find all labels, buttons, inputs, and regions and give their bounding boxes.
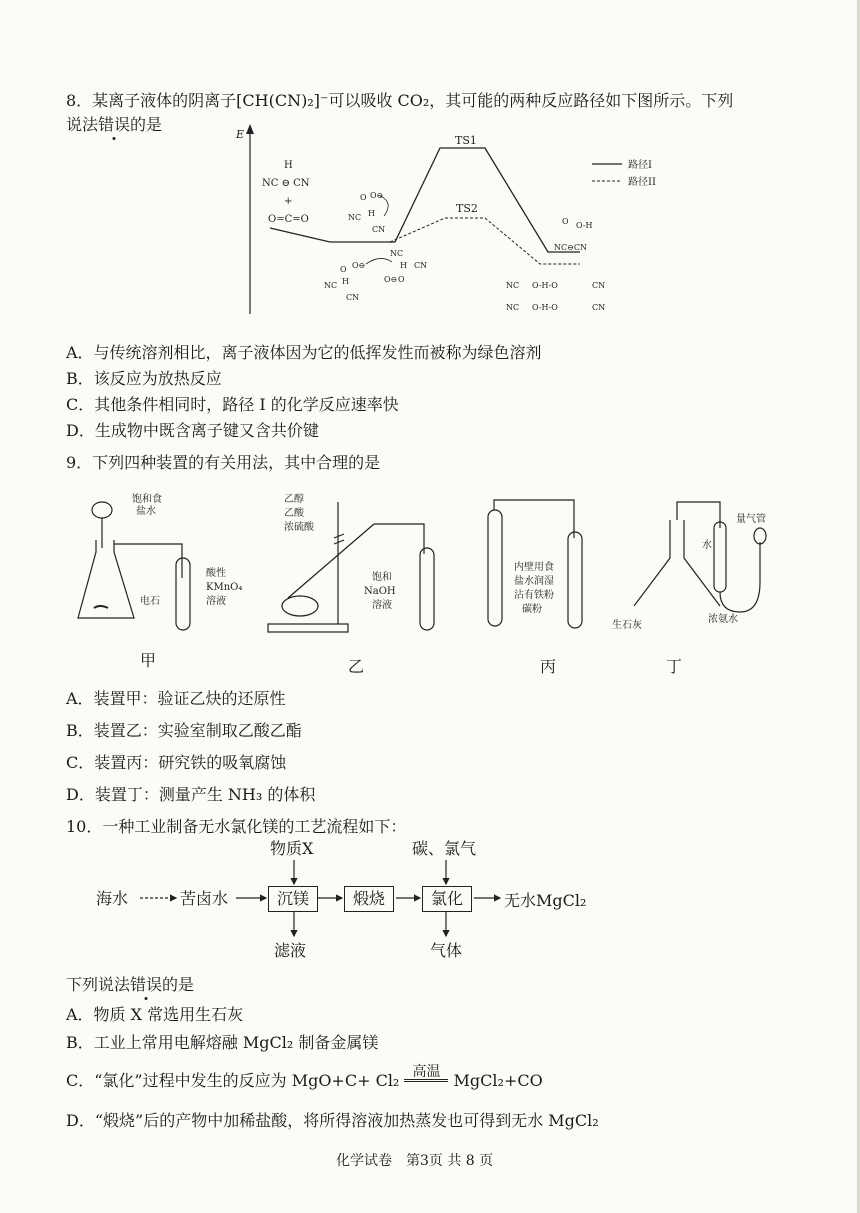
ts2-structure [324, 249, 427, 302]
q9-stem: 9．下列四种装置的有关用法，其中合理的是 [66, 453, 381, 472]
svg-text:O: O [398, 275, 405, 284]
svg-text:O: O [360, 193, 367, 202]
jia-solid: 电石 [140, 596, 160, 607]
svg-text:NC: NC [324, 281, 338, 290]
bing-label-4: 碳粉 [522, 604, 542, 615]
reactant-co2: O=C=O [268, 214, 309, 225]
yi-solution-1: 饱和 [372, 572, 392, 583]
svg-text:CN: CN [346, 293, 360, 302]
flow-input-x: 物质X [270, 839, 314, 858]
energy-axis-arrow [246, 124, 254, 134]
svg-text:CN: CN [414, 261, 428, 270]
legend-path1: 路径I [628, 160, 652, 171]
svg-text:O-H-O: O-H-O [532, 303, 558, 312]
q9-option-d: D．装置丁：测量产生 NH₃ 的体积 [66, 785, 316, 804]
svg-text:NC⊖CN: NC⊖CN [554, 243, 587, 252]
q10-stem: 10．一种工业制备无水氯化镁的工艺流程如下： [66, 817, 407, 836]
ding-tube: 量气管 [736, 514, 766, 525]
q10-option-d: D．“煅烧”后的产物中加稀盐酸，将所得溶液加热蒸发也可得到无水 MgCl₂ [66, 1111, 599, 1130]
jia-solution-3: 溶液 [206, 596, 226, 607]
bing-label-2: 盐水润湿 [514, 576, 554, 587]
svg-text:O-H: O-H [576, 221, 593, 230]
q10-option-b: B．工业上常用电解熔融 MgCl₂ 制备金属镁 [66, 1033, 379, 1052]
jia-reagent-2: 盐水 [136, 506, 156, 517]
svg-text:CN: CN [372, 225, 386, 234]
yi-reagent-3: 浓硫酸 [284, 522, 314, 533]
jia-reagent-1: 饱和食 [132, 494, 162, 505]
apparatus-jia [78, 502, 190, 630]
ding-solid: 生石灰 [612, 620, 642, 631]
q8-stem-line2: 说法错误的是 [66, 115, 163, 134]
flow-input-c-cl2: 碳、氯气 [412, 839, 477, 858]
yi-reagent-2: 乙酸 [284, 508, 304, 519]
q8-option-c: C．其他条件相同时，路径 I 的化学反应速率快 [66, 395, 399, 414]
bing-label-1: 内壁用食 [514, 562, 554, 573]
product-structure-1 [554, 217, 593, 252]
path-ii-line [330, 218, 580, 264]
legend-path2: 路径II [628, 177, 656, 188]
svg-text:NC: NC [506, 303, 520, 312]
q8-energy-diagram [230, 124, 690, 320]
svg-text:CN: CN [592, 281, 606, 290]
svg-text:NC: NC [506, 281, 520, 290]
flow-product: 无水MgCl₂ [504, 891, 587, 910]
flow-step-calcine: 煅烧 [344, 886, 394, 912]
caption-jia: 甲 [140, 651, 157, 670]
caption-bing: 丙 [540, 657, 557, 676]
q8-stem-line1: 8．某离子液体的阴离子[CH(CN)₂]⁻可以吸收 CO₂，其可能的两种反应路径如下图所示。下列 [66, 91, 734, 110]
svg-text:O⊖: O⊖ [370, 191, 384, 200]
svg-text:H: H [368, 209, 375, 218]
svg-text:O⊖: O⊖ [352, 261, 366, 270]
flow-step-precipitate: 沉镁 [268, 886, 318, 912]
q10-option-c: C．“氯化”过程中发生的反应为 MgO+C+ Cl₂ 高温 MgCl₂+CO [66, 1070, 543, 1092]
yi-solution-2: NaOH [364, 586, 396, 597]
flow-step-chlorinate: 氯化 [422, 886, 472, 912]
svg-text:O: O [562, 217, 569, 226]
svg-text:O⊖: O⊖ [384, 275, 398, 284]
svg-text:NC: NC [390, 249, 404, 258]
svg-text:CN: CN [592, 303, 606, 312]
q9-option-b: B．装置乙：实验室制取乙酸乙酯 [66, 721, 302, 740]
jia-solution-2: KMnO₄ [206, 582, 243, 593]
yi-reagent-1: 乙醇 [284, 494, 304, 505]
path-i-line [270, 148, 580, 252]
ts1-label: TS1 [455, 134, 477, 147]
q9-apparatus-figure [74, 488, 794, 638]
reactant-h: H [284, 160, 293, 171]
q10-ask: 下列说法错误的是 [66, 975, 195, 994]
caption-ding: 丁 [666, 657, 683, 676]
q8-option-b: B．该反应为放热反应 [66, 369, 222, 388]
q8-option-d: D．生成物中既含离子键又含共价键 [66, 421, 319, 440]
flow-output-gas: 气体 [430, 941, 463, 960]
energy-axis-label: E [236, 128, 245, 141]
reaction-condition: 高温 [412, 1064, 441, 1080]
intermediate-structure [348, 191, 388, 234]
flow-output-filtrate: 滤液 [274, 941, 307, 960]
q8-emphasis: 错误 [98, 115, 131, 134]
flow-mid: 苦卤水 [180, 889, 229, 908]
q10-emphasis: 错误 [130, 975, 163, 994]
yi-solution-3: 溶液 [372, 600, 392, 611]
svg-text:H: H [342, 277, 349, 286]
flow-start: 海水 [96, 889, 129, 908]
ding-liquid: 浓氨水 [708, 614, 738, 625]
svg-text:NC: NC [348, 213, 362, 222]
reactant-anion: NC ⊖ CN [262, 178, 310, 189]
q8-option-a: A．与传统溶剂相比，离子液体因为它的低挥发性而被称为绿色溶剂 [66, 343, 542, 362]
jia-solution-1: 酸性 [206, 568, 226, 579]
svg-text:O: O [340, 265, 347, 274]
page-footer: 化学试卷 第3页 共 8 页 [336, 1153, 494, 1169]
q9-option-c: C．装置丙：研究铁的吸氧腐蚀 [66, 753, 287, 772]
bing-label-3: 沾有铁粉 [514, 590, 554, 601]
q10-option-a: A．物质 X 常选用生石灰 [66, 1005, 244, 1024]
svg-text:H: H [400, 261, 407, 270]
ding-water: 水 [702, 540, 712, 551]
reactant-plus: + [284, 196, 293, 207]
ts2-label: TS2 [456, 202, 478, 215]
product-structure-2 [506, 281, 605, 312]
q9-option-a: A．装置甲：验证乙炔的还原性 [66, 689, 286, 708]
svg-text:O-H-O: O-H-O [532, 281, 558, 290]
caption-yi: 乙 [348, 657, 365, 676]
